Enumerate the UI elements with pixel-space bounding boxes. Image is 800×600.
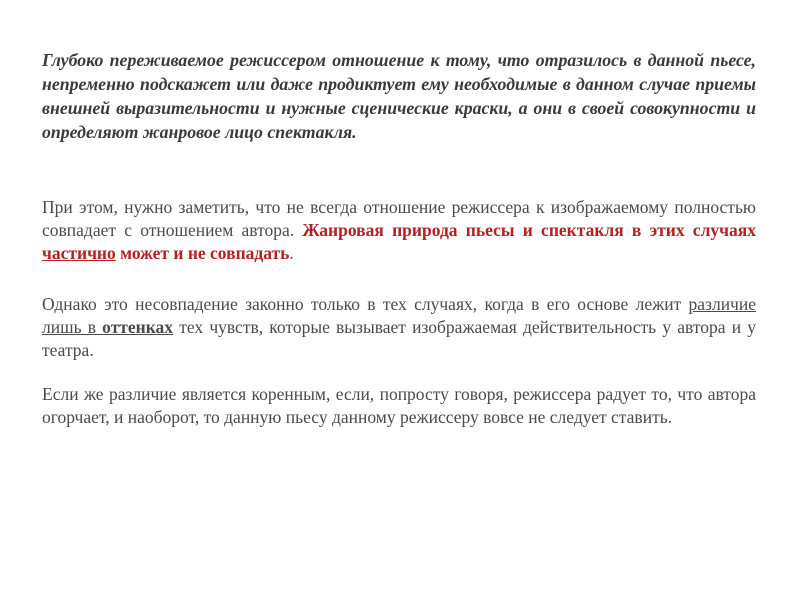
paragraph-genre xyxy=(42,196,756,265)
paragraph-nuance-text: Однако это несовпадение законно только в тех случаях, когда в его основе лежит xyxy=(42,294,689,314)
paragraph-nuance xyxy=(42,293,756,362)
genre-highlight-before: Жанровая природа пьесы и спектакля в этих случаях xyxy=(302,220,756,240)
paragraph-nuance-rest: тех чувств, которые вызывает изображаемая действительность у автора и у театра. xyxy=(42,317,756,360)
genre-highlight-after: может и не совпадать xyxy=(115,243,290,263)
paragraph-conclusion xyxy=(42,383,756,429)
nuance-underlined-bold: оттенках xyxy=(102,317,174,337)
paragraph-conclusion-text: Если же различие является коренным, если, попросту говоря, режиссера радует то, что автора огорчает, и наоборот, то данную пьесу данному режиссеру вовсе не следует ставить. xyxy=(42,384,756,427)
paragraph-intro xyxy=(42,48,756,144)
paragraph-genre-text: При этом, нужно заметить, что не всегда отношение режиссера к изображаемому полностью совпадает с отношением автора. xyxy=(42,197,756,240)
nuance-underlined-text: различие лишь в xyxy=(42,294,756,337)
paragraph-genre-end: . xyxy=(289,243,294,263)
genre-highlight-underlined: частично xyxy=(42,243,116,263)
paragraph-intro-text: Глубоко переживаемое режиссером отношение к тому, что отразилось в данной пьесе, непременно подскажет или даже продиктует ему необходимые в данном случае приемы внешней выразительности и нужные сценические краски, а они в своей совокупности и определяют жанровое лицо спектакля. xyxy=(42,50,756,142)
